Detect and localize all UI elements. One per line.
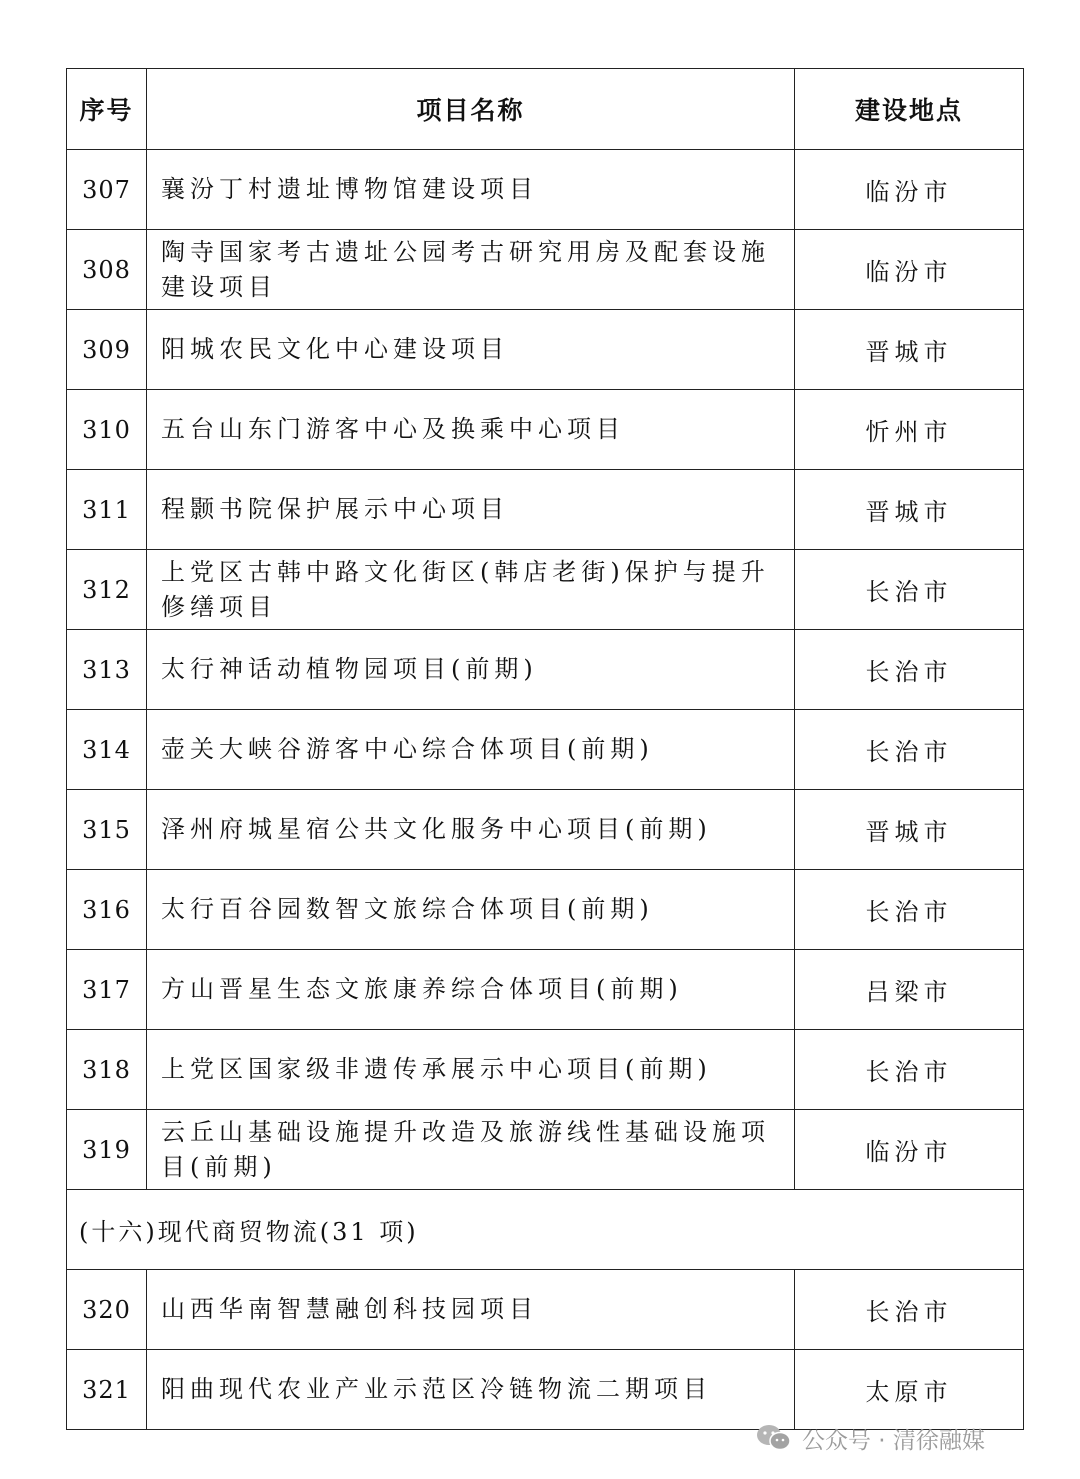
row-number: 315 [67,790,147,870]
table-row [67,710,1024,790]
row-number: 321 [67,1350,147,1430]
table-row [67,1270,1024,1350]
row-number: 309 [67,310,147,390]
row-number: 319 [67,1110,147,1190]
project-name: 阳曲现代农业产业示范区冷链物流二期项目 [147,1350,795,1430]
project-location: 晋城市 [795,470,1024,550]
table-row [67,470,1024,550]
row-number: 308 [67,230,147,310]
table-header-row [67,69,1024,150]
project-location: 晋城市 [795,790,1024,870]
row-number: 310 [67,390,147,470]
project-location: 忻州市 [795,390,1024,470]
project-name: 云丘山基础设施提升改造及旅游线性基础设施项目(前期) [147,1110,795,1190]
project-name: 上党区国家级非遗传承展示中心项目(前期) [147,1030,795,1110]
wechat-icon [756,1423,792,1453]
table-row [67,630,1024,710]
project-name: 太行百谷园数智文旅综合体项目(前期) [147,870,795,950]
row-number: 318 [67,1030,147,1110]
project-location: 长治市 [795,710,1024,790]
table-row [67,1110,1024,1190]
table-row [67,950,1024,1030]
row-number: 314 [67,710,147,790]
row-number: 317 [67,950,147,1030]
header-no: 序号 [67,69,147,150]
section-row [67,1190,1024,1270]
row-number: 311 [67,470,147,550]
row-number: 313 [67,630,147,710]
project-location: 长治市 [795,550,1024,630]
project-location: 长治市 [795,1030,1024,1110]
header-location: 建设地点 [795,69,1024,150]
project-location: 长治市 [795,1270,1024,1350]
row-number: 316 [67,870,147,950]
project-location: 太原市 [795,1350,1024,1430]
project-name: 襄汾丁村遗址博物馆建设项目 [147,150,795,230]
row-number: 320 [67,1270,147,1350]
project-location: 长治市 [795,630,1024,710]
table-row [67,390,1024,470]
project-location: 长治市 [795,870,1024,950]
project-location: 吕梁市 [795,950,1024,1030]
project-name: 方山晋星生态文旅康养综合体项目(前期) [147,950,795,1030]
watermark-text: 公众号 · 清徐融媒 [802,1427,985,1454]
project-name: 阳城农民文化中心建设项目 [147,310,795,390]
project-name: 五台山东门游客中心及换乘中心项目 [147,390,795,470]
row-number: 312 [67,550,147,630]
project-location: 临汾市 [795,150,1024,230]
project-location: 临汾市 [795,230,1024,310]
section-heading: (十六)现代商贸物流(31 项) [67,1190,1024,1270]
project-location: 临汾市 [795,1110,1024,1190]
project-name: 陶寺国家考古遗址公园考古研究用房及配套设施建设项目 [147,230,795,310]
project-name: 太行神话动植物园项目(前期) [147,630,795,710]
table-row [67,1030,1024,1110]
header-name: 项目名称 [147,69,795,150]
table-row [67,550,1024,630]
table-row [67,310,1024,390]
table-row [67,790,1024,870]
table-row [67,150,1024,230]
project-name: 泽州府城星宿公共文化服务中心项目(前期) [147,790,795,870]
project-name: 程颢书院保护展示中心项目 [147,470,795,550]
project-name: 山西华南智慧融创科技园项目 [147,1270,795,1350]
table-row [67,230,1024,310]
project-name: 上党区古韩中路文化街区(韩店老街)保护与提升修缮项目 [147,550,795,630]
table-row [67,870,1024,950]
project-name: 壶关大峡谷游客中心综合体项目(前期) [147,710,795,790]
project-table [66,68,1024,1430]
watermark [756,1418,985,1458]
project-location: 晋城市 [795,310,1024,390]
row-number: 307 [67,150,147,230]
